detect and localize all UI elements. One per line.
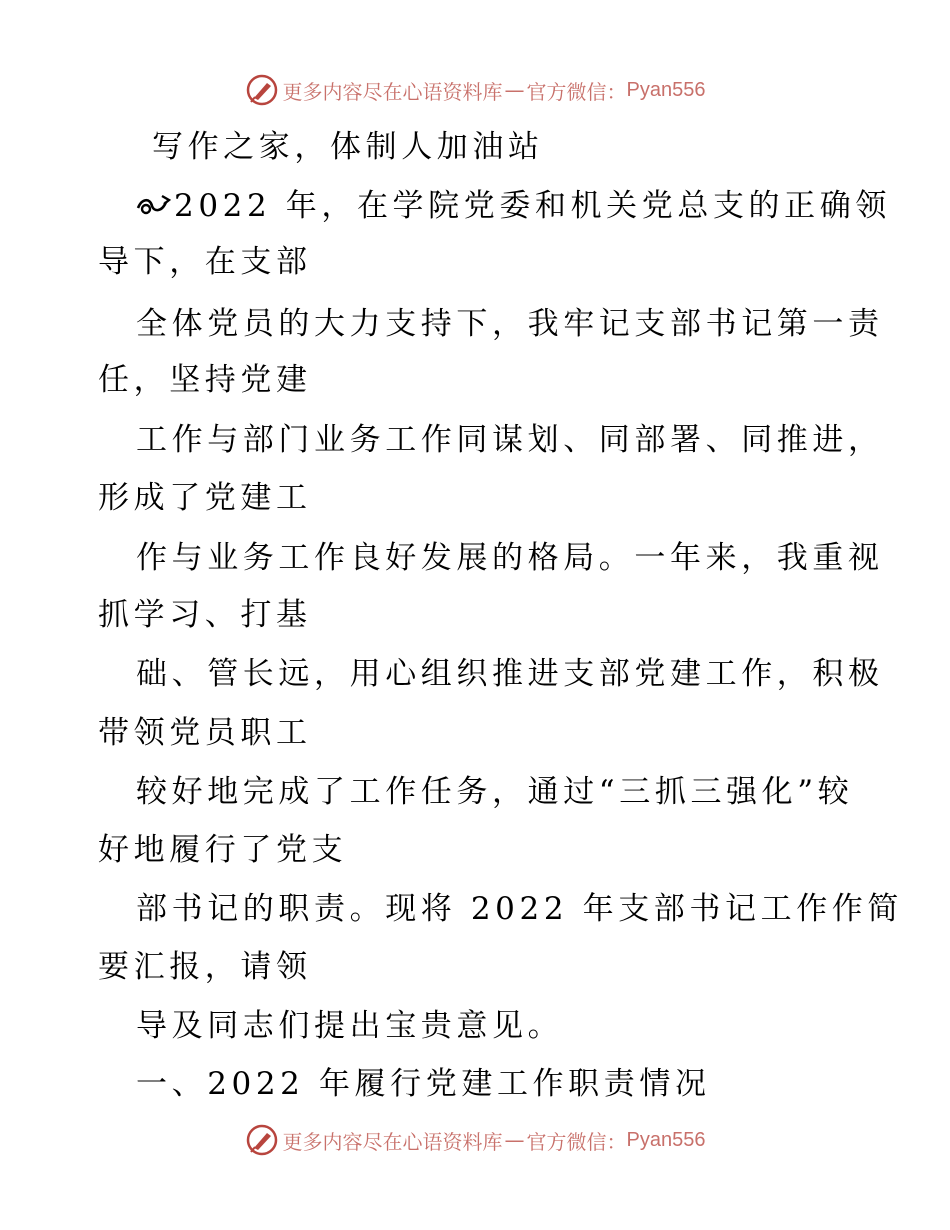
header-watermark-banner [0, 70, 950, 110]
section-heading: 一、2022 年履行党建工作职责情况 [136, 1066, 711, 1102]
paragraph-line-3: 全体党员的大力支持下，我牢记支部书记第一责 [136, 306, 884, 342]
banner-text: 更多内容尽在心语资料库 [282, 1129, 503, 1154]
banner-wechat-label: 官方微信： [526, 1129, 627, 1154]
doc-title: 写作之家，体制人加油站 [152, 129, 544, 165]
banner-text: 更多内容尽在心语资料库 [282, 79, 503, 104]
paragraph-line-14: 要汇报，请领 [98, 949, 312, 985]
paragraph-line-9: 础、管长远，用心组织推进支部党建工作，积极 [136, 656, 884, 692]
pen-logo-icon [245, 1123, 279, 1157]
paragraph-line-10: 带领党员职工 [98, 715, 312, 751]
paragraph-line-5: 工作与部门业务工作同谋划、同部署、同推进， [136, 422, 884, 458]
banner-dash: — [504, 1128, 525, 1152]
paragraph-line-2: 导下，在支部 [98, 244, 312, 280]
ornament-bullet-icon [136, 192, 172, 218]
paragraph-line-6: 形成了党建工 [98, 480, 312, 516]
banner-wechat-id: Pyan556 [626, 78, 706, 101]
banner-dash: — [504, 78, 525, 102]
paragraph-line-4: 任，坚持党建 [98, 362, 312, 398]
paragraph-line-8: 抓学习、打基 [98, 597, 312, 633]
paragraph-line-11: 较好地完成了工作任务，通过“三抓三强化”较 [136, 774, 854, 810]
paragraph-line-15: 导及同志们提出宝贵意见。 [136, 1008, 564, 1044]
banner-wechat-label: 官方微信： [526, 79, 627, 104]
paragraph-line-13: 部书记的职责。现将 2022 年支部书记工作作简 [136, 891, 903, 927]
paragraph-line-7: 作与业务工作良好发展的格局。一年来，我重视 [136, 540, 884, 576]
paragraph-line-text: 2022 年，在学院党委和机关党总支的正确领 [174, 188, 891, 224]
pen-logo-icon [245, 73, 279, 107]
banner-wechat-id: Pyan556 [626, 1128, 706, 1151]
paragraph-line-1 [136, 186, 891, 226]
footer-watermark-banner [0, 1120, 950, 1160]
paragraph-line-12: 好地履行了党支 [98, 832, 348, 868]
